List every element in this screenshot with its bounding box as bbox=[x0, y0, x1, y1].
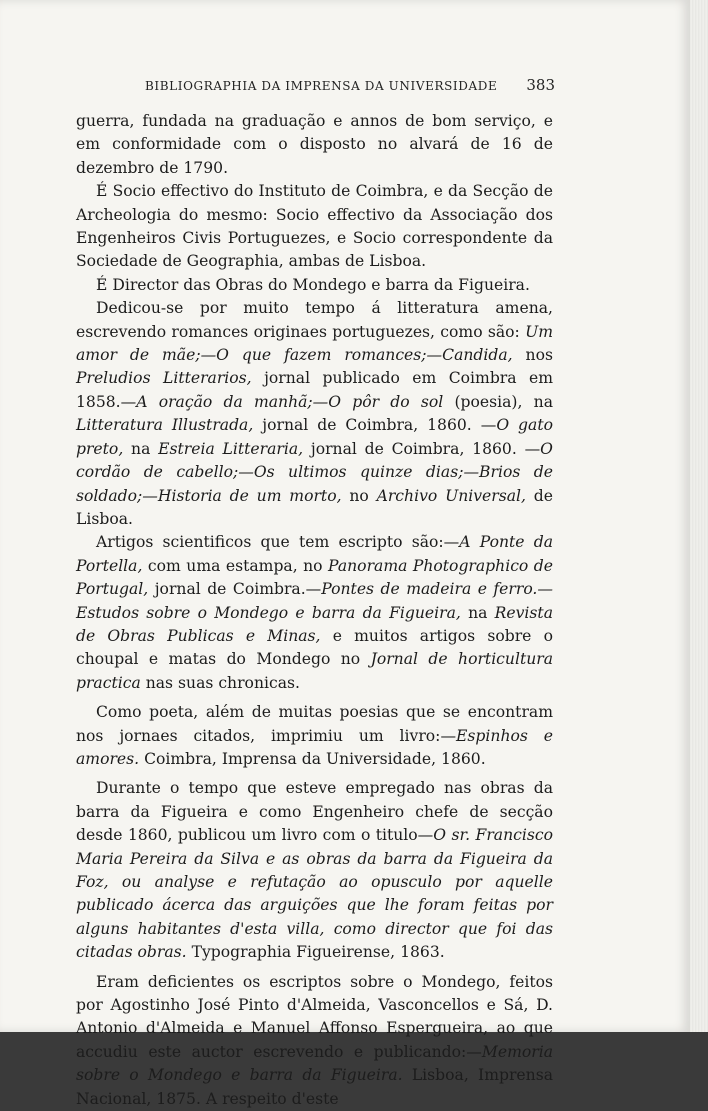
body-text bbox=[76, 110, 553, 1111]
paragraph-5: Artigos scientificos que tem escripto são:—A Ponte da Portella, com uma estampa, no Panorama Photographico de Portugal, jornal de Coimbra.—Pontes de madeira e ferro.—Estudos sobre o Mondego e barra da Figueira, na Revista de Obras Publicas e Minas, e muitos artigos sobre o choupal e matas do Mondego no Jornal de horticultura practica nas suas chronicas. bbox=[76, 533, 554, 692]
page-number: 383 bbox=[526, 76, 555, 94]
running-title: BIBLIOGRAPHIA DA IMPRENSA DA UNIVERSIDADE bbox=[145, 79, 498, 93]
paragraph-2: É Socio effectivo do Instituto de Coimbra, e da Secção de Archeologia do mesmo: Socio effectivo da Associação dos Engenheiros Civis Portuguezes, e Socio correspondente da Sociedade de Geographia, ambas de Lisboa. bbox=[76, 182, 553, 271]
paragraph-6: Como poeta, além de muitas poesias que se encontram nos jornaes citados, imprimiu um livro:—Espinhos e amores. Coimbra, Imprensa da Universidade, 1860. bbox=[76, 703, 553, 768]
paragraph-8: Eram deficientes os escriptos sobre o Mondego, feitos por Agostinho José Pinto d'Almeida, Vasconcellos e Sá, D. Antonio d'Almeida e Manuel Affonso Espergueira, ao que accudiu este auctor escrevendo e publicando:—Memoria sobre o Mondego e barra da Figueira. Lisboa, Imprensa Nacional, 1875. A respeito d'este bbox=[76, 972, 553, 1108]
paragraph-1: guerra, fundada na graduação e annos de bom serviço, e em conformidade com o disposto no alvará de 16 de dezembro de 1790. bbox=[76, 112, 553, 177]
paragraph-4: Dedicou-se por muito tempo á litteratura amena, escrevendo romances originaes portuguezes, como são: Um amor de mãe;—O que fazem romances;—Candida, nos Preludios Litterarios, jornal publicado em Coimbra em 1858.—A oração da manhã;—O pôr do sol (poesia), na Litteratura Illustrada, jornal de Coimbra, 1860. —O gato preto, na Estreia Litteraria, jornal de Coimbra, 1860. —O cordão de cabello;—Os ultimos quinze dias;—Brios de soldado;—Historia de um morto, no Archivo Universal, de Lisboa. bbox=[76, 299, 554, 528]
paragraph-3: É Director das Obras do Mondego e barra da Figueira. bbox=[96, 275, 530, 294]
paragraph-7: Durante o tempo que esteve empregado nas obras da barra da Figueira e como Engenheiro chefe de secção desde 1860, publicou um livro com o titulo—O sr. Francisco Maria Pereira da Silva e as obras da barra da Figueira da Foz, ou analyse e refutação ao opusculo por aquelle publicado ácerca das arguições que lhe foram feitas por alguns habitantes d'esta villa, como director que foi das citadas obras. Typographia Figueirense, 1863. bbox=[76, 779, 553, 962]
running-header bbox=[145, 76, 555, 94]
page-edge bbox=[690, 0, 708, 1032]
